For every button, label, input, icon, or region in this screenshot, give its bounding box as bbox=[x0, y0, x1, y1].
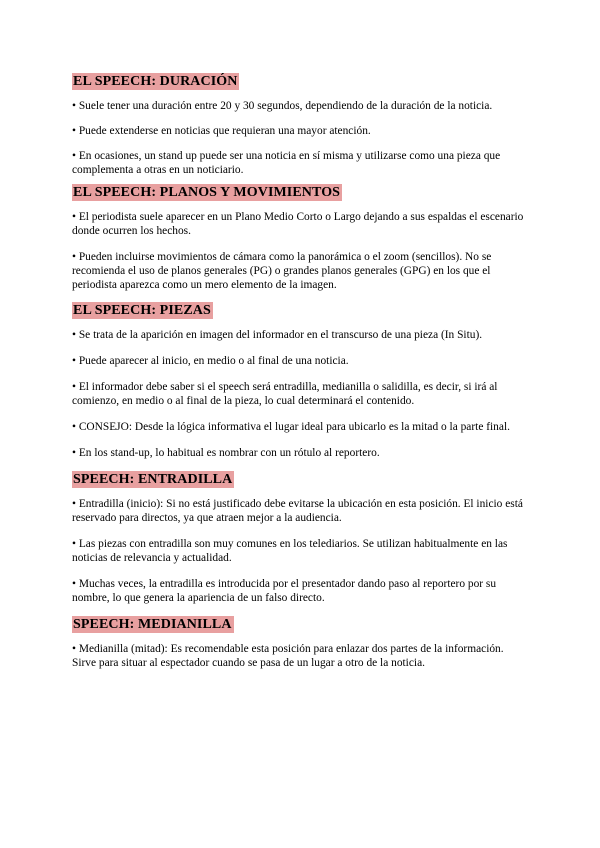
paragraph: • Las piezas con entradilla son muy comunes en los telediarios. Se utilizan habitualmente en las noticias de relevancia y actualidad. bbox=[72, 538, 508, 564]
paragraph: • Entradilla (inicio): Si no está justificado debe evitarse la ubicación en esta posición. El inicio está reservado para directos, ya que atraen mejor a la audiencia. bbox=[72, 498, 523, 524]
paragraph: • En los stand-up, lo habitual es nombrar con un rótulo al reportero. bbox=[72, 447, 380, 459]
paragraph: • El periodista suele aparecer en un Plano Medio Corto o Largo dejando a sus espaldas el escenario donde ocurren los hechos. bbox=[72, 211, 524, 237]
section-duracion bbox=[72, 72, 524, 177]
section-planos-movimientos bbox=[72, 183, 524, 292]
document-page bbox=[72, 72, 524, 681]
paragraph: • Se trata de la aparición en imagen del informador en el transcurso de una pieza (In Situ). bbox=[72, 329, 483, 341]
paragraph: • Suele tener una duración entre 20 y 30 segundos, dependiendo de la duración de la noticia. bbox=[72, 100, 493, 112]
section-heading: SPEECH: MEDIANILLA bbox=[73, 617, 232, 632]
paragraph: • El informador debe saber si el speech será entradilla, medianilla o salidilla, es decir, si irá al comienzo, en medio o al final de la pieza, lo cual determinará el contenido. bbox=[72, 381, 498, 407]
section-medianilla bbox=[72, 615, 524, 670]
paragraph: • Muchas veces, la entradilla es introducida por el presentador dando paso al reportero por su nombre, lo que genera la apariencia de un falso directo. bbox=[72, 578, 497, 604]
paragraph: • Medianilla (mitad): Es recomendable esta posición para enlazar dos partes de la información. Sirve para situar al espectador cuando se pasa de un lugar a otro de la noticia. bbox=[72, 643, 504, 669]
paragraph: • Pueden incluirse movimientos de cámara como la panorámica o el zoom (sencillos). No se recomienda el uso de planos generales (PG) o grandes planos generales (GPG) en los que el periodista aparezca como un mero elemento de la imagen. bbox=[72, 251, 492, 291]
paragraph: • Puede extenderse en noticias que requieran una mayor atención. bbox=[72, 125, 371, 137]
section-piezas bbox=[72, 301, 524, 460]
section-heading: EL SPEECH: DURACIÓN bbox=[73, 74, 238, 89]
paragraph: • CONSEJO: Desde la lógica informativa el lugar ideal para ubicarlo es la mitad o la parte final. bbox=[72, 421, 510, 433]
section-heading: EL SPEECH: PLANOS Y MOVIMIENTOS bbox=[73, 185, 341, 200]
section-entradilla bbox=[72, 470, 524, 605]
paragraph: • En ocasiones, un stand up puede ser una noticia en sí misma y utilizarse como una pieza que complementa a otras en un noticiario. bbox=[72, 150, 501, 176]
section-heading: EL SPEECH: PIEZAS bbox=[73, 303, 211, 318]
paragraph: • Puede aparecer al inicio, en medio o al final de una noticia. bbox=[72, 355, 349, 367]
section-heading: SPEECH: ENTRADILLA bbox=[73, 472, 233, 487]
